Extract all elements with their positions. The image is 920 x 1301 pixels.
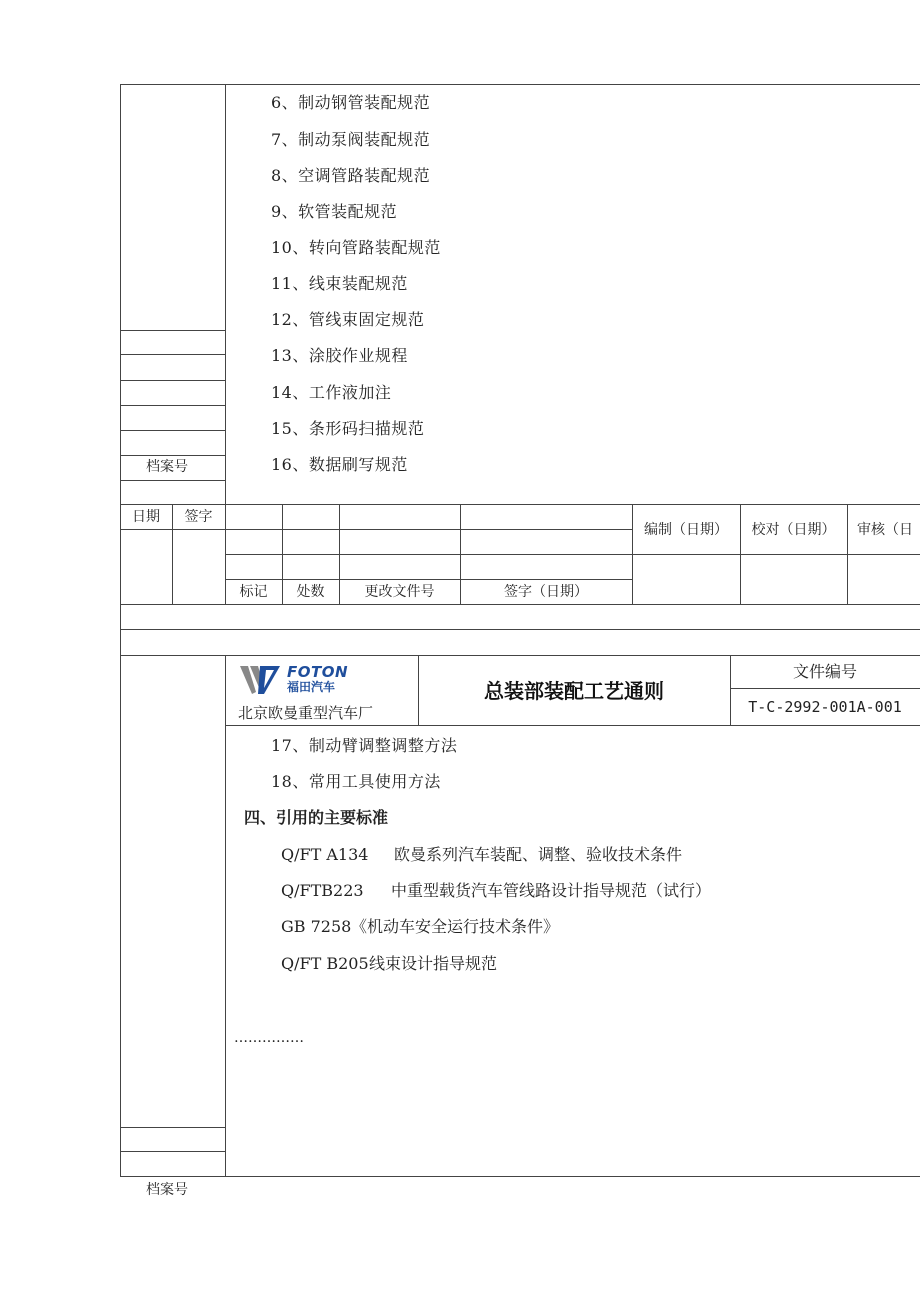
list-item: 17、制动臂调整调整方法 <box>271 736 458 755</box>
company-name: 北京欧曼重型汽车厂 <box>238 704 374 722</box>
standard-name: 中重型载货汽车管线路设计指导规范（试行） <box>391 881 712 900</box>
doc-number: T-C-2992-001A-001 <box>748 698 902 716</box>
list-item: 8、空调管路装配规范 <box>271 166 431 185</box>
doc-number-label: 文件编号 <box>792 662 857 681</box>
list-item: 15、条形码扫描规范 <box>271 419 425 438</box>
list-item: 16、数据刷写规范 <box>271 455 408 474</box>
standard-code: Q/FTB223 <box>281 881 364 900</box>
standard-name: 线束设计指导规范 <box>369 954 498 973</box>
date-label: 日期 <box>132 509 160 525</box>
standard-code: Q/FT B205 <box>281 954 369 973</box>
list-item: 12、管线束固定规范 <box>271 310 425 329</box>
standard-name: 欧曼系列汽车装配、调整、验收技术条件 <box>394 845 683 864</box>
standard-name: 《机动车安全运行技术条件》 <box>351 917 560 936</box>
sign-date-label: 签字（日期） <box>504 584 588 600</box>
list-item: 9、软管装配规范 <box>271 202 398 221</box>
count-label: 处数 <box>296 584 325 600</box>
list-item: 11、线束装配规范 <box>271 274 408 293</box>
section-title: 四、引用的主要标准 <box>244 808 389 827</box>
foton-logo-icon <box>240 664 280 696</box>
compile-label: 编制（日期） <box>644 522 728 538</box>
list-item: 6、制动钢管装配规范 <box>271 93 431 112</box>
proof-label: 校对（日期） <box>751 522 836 538</box>
document-title: 总装部装配工艺通则 <box>484 679 664 703</box>
change-doc-label: 更改文件号 <box>364 584 435 600</box>
list-item: 13、涂胶作业规程 <box>271 346 408 365</box>
archive-number-label: 档案号 <box>146 1182 188 1198</box>
mark-label: 标记 <box>239 584 268 600</box>
sign-label: 签字 <box>184 509 213 525</box>
standard-code: GB 7258 <box>281 917 352 936</box>
list-item: 10、转向管路装配规范 <box>271 238 441 257</box>
review-label: 审核（日 <box>857 522 913 538</box>
standard-code: Q/FT A134 <box>281 845 369 864</box>
list-item: 18、常用工具使用方法 <box>271 772 441 791</box>
ellipsis: …………… <box>234 1030 304 1046</box>
logo-brand: FOTON <box>287 663 349 681</box>
logo-cn: 福田汽车 <box>287 680 336 694</box>
list-item: 14、工作液加注 <box>271 383 392 402</box>
list-item: 7、制动泵阀装配规范 <box>271 130 431 149</box>
archive-number-label: 档案号 <box>146 459 188 475</box>
